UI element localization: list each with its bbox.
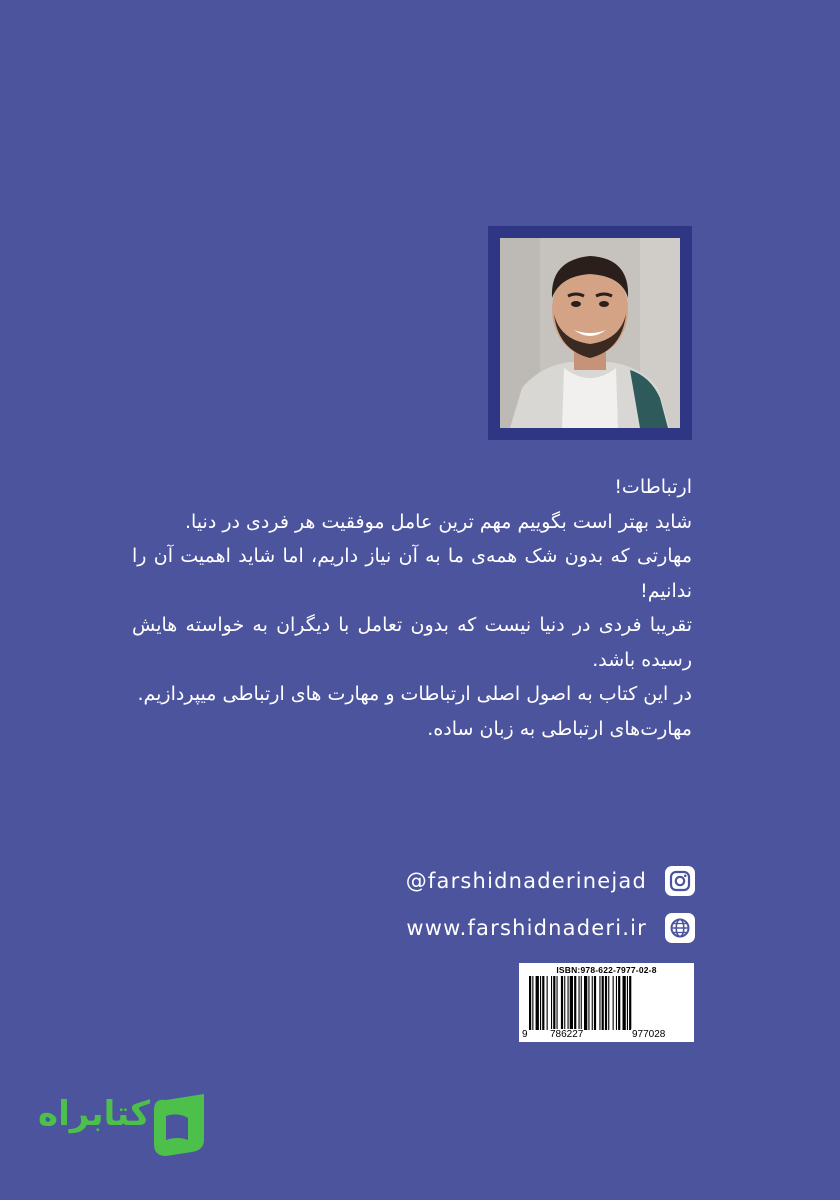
- blurb-line: ارتباطات!: [614, 476, 692, 498]
- barcode-bar: [602, 976, 604, 1030]
- globe-icon[interactable]: [665, 913, 695, 943]
- isbn-label: ISBN:978-622-7977-02-8: [556, 965, 657, 975]
- instagram-icon[interactable]: [665, 866, 695, 896]
- blurb-line: تقریبا فردی در دنیا نیست که بدون تعامل با دیگران به خواسته هایش رسیده باشد.: [132, 614, 692, 671]
- barcode-bar: [542, 976, 544, 1030]
- barcode-bar: [529, 976, 531, 1030]
- barcode-bar: [536, 976, 539, 1030]
- barcode-bar: [588, 976, 589, 1030]
- logo-text: کتابراه: [38, 1094, 151, 1134]
- blurb-line: در این کتاب به اصول اصلی ارتباطات و مهارت های ارتباطی میپردازیم.: [137, 683, 692, 705]
- blurb-line: شاید بهتر است بگوییم مهم ترین عامل موفقیت هر فردی در دنیا.: [184, 510, 692, 533]
- barcode-bar: [561, 976, 563, 1030]
- isbn-barcode: [519, 963, 694, 1042]
- instagram-handle[interactable]: @farshidnaderinejad: [405, 869, 647, 893]
- barcode-bar: [616, 976, 617, 1030]
- website-contact[interactable]: [406, 911, 695, 945]
- barcode-bar: [618, 976, 620, 1030]
- barcode-bar: [581, 976, 582, 1030]
- barcode-bar: [557, 976, 558, 1030]
- instagram-contact[interactable]: [406, 864, 695, 898]
- book-icon: [144, 1090, 214, 1160]
- barcode-digits-right: 977028: [632, 1029, 666, 1040]
- author-photo-frame: [488, 226, 692, 440]
- barcode-lead-digit: 9: [522, 1029, 528, 1040]
- barcode-bar: [540, 976, 541, 1030]
- barcode-bars: [523, 976, 690, 1030]
- barcode-bar: [564, 976, 565, 1030]
- blurb-line: مهارت‌های ارتباطی به زبان ساده.: [427, 717, 692, 740]
- blurb-line: مهارتی که بدون شک همه‌ی ما به آن نیاز داریم، اما شاید اهمیت آن را ندانیم!: [132, 545, 692, 602]
- author-portrait-illustration: [500, 238, 680, 428]
- barcode-bar: [627, 976, 628, 1030]
- ketabrah-logo: [38, 1090, 218, 1160]
- barcode-bar: [613, 976, 614, 1030]
- barcode-digits-left: 786227: [550, 1029, 584, 1040]
- barcode-bar: [608, 976, 609, 1030]
- barcode-bar: [570, 976, 573, 1030]
- barcode-bar: [579, 976, 580, 1030]
- barcode-bar: [594, 976, 596, 1030]
- book-description: [132, 470, 692, 746]
- barcode-bar: [551, 976, 552, 1030]
- barcode-bar: [605, 976, 607, 1030]
- author-photo: [500, 238, 680, 428]
- website-url[interactable]: www.farshidnaderi.ir: [406, 916, 647, 940]
- barcode-bar: [553, 976, 555, 1030]
- barcode-bar: [584, 976, 587, 1030]
- barcode-bar: [532, 976, 533, 1030]
- barcode-bar: [629, 976, 631, 1030]
- barcode-bar: [599, 976, 600, 1030]
- barcode-bar: [547, 976, 548, 1030]
- barcode-bar: [592, 976, 593, 1030]
- barcode-bar: [574, 976, 576, 1030]
- barcode-bar: [623, 976, 626, 1030]
- barcode-bar: [568, 976, 569, 1030]
